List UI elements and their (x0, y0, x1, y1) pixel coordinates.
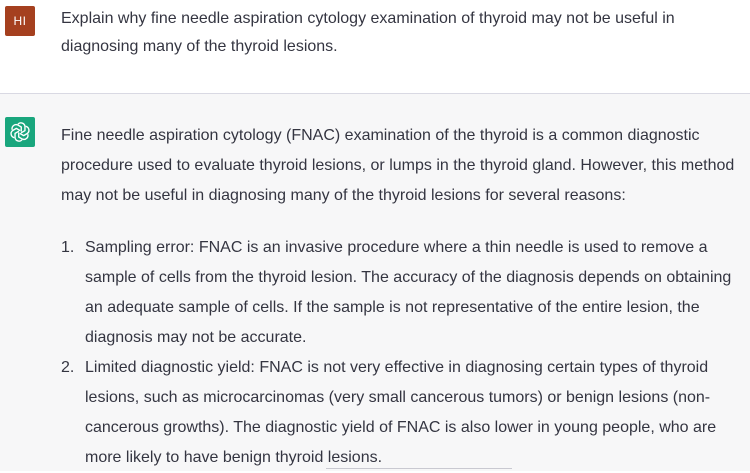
openai-logo-icon (5, 117, 35, 147)
list-item-number: 2. (61, 359, 75, 376)
list-item-text: Limited diagnostic yield: FNAC is not very effective in diagnosing certain types of thyroid lesions, such as microcarcinomas (very small cancerous tumors) or benign lesions (non-cancerous growths). The diagnostic yield of FNAC is also lower in young people, who are more likely to have benign thyroid lesions. (85, 359, 717, 466)
divider (326, 468, 512, 472)
list-item (61, 233, 743, 353)
assistant-intro-text: Fine needle aspiration cytology (FNAC) examination of the thyroid is a common diagnostic procedure used to evaluate thyroid lesions, or lumps in the thyroid gland. However, this method may not be useful in diagnosing many of the thyroid lesions for several reasons: (61, 127, 735, 204)
reasons-list (61, 233, 743, 473)
list-item (61, 353, 743, 473)
assistant-message-row (0, 94, 750, 471)
list-item-text: Sampling error: FNAC is an invasive procedure where a thin needle is used to remove a sample of cells from the thyroid lesion. The accuracy of the diagnosis depends on obtaining an adequate sample of cells. If the sample is not representative of the entire lesion, the diagnosis may not be accurate. (85, 239, 732, 346)
user-avatar: HI (5, 6, 35, 36)
assistant-message-content (61, 121, 743, 473)
user-message-text: Explain why fine needle aspiration cytology examination of thyroid may not be useful in diagnosing many of the thyroid lesions. (61, 10, 675, 55)
user-message-row (0, 0, 750, 94)
list-item-number: 1. (61, 239, 75, 256)
